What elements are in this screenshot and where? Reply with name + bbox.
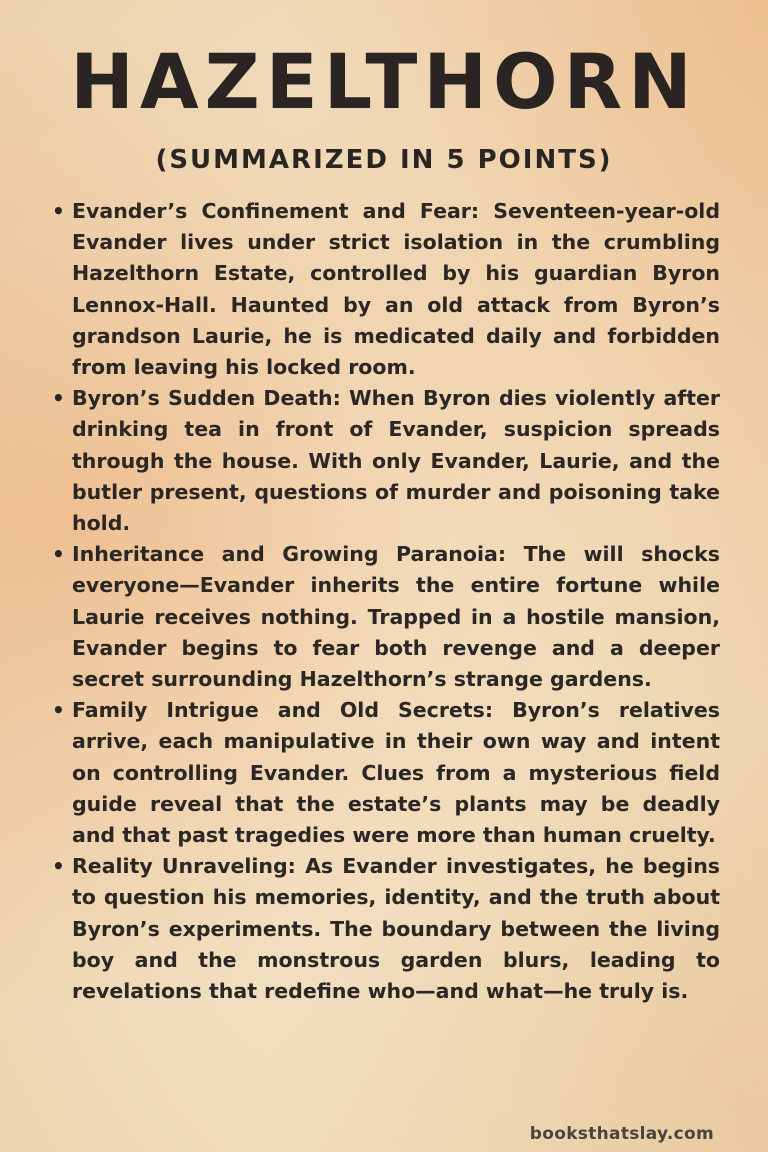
- summary-point-5: [48, 851, 720, 1007]
- summary-point-1: [48, 196, 720, 383]
- website-link[interactable]: booksthatslay.com: [529, 1124, 714, 1144]
- point-text: Seventeen-year-old Evander lives under strict isolation in the crumbling Hazelthorn Estate, controlled by his guardian Byron Lennox-Hall. Haunted by an old attack from Byron’s grandson Laurie, he is medicated daily and forbidden from leaving his locked room.: [72, 199, 721, 380]
- point-heading: Inheritance and Growing Paranoia:: [72, 542, 507, 567]
- point-text: As Evander investigates, he begins to question his memories, identity, and the truth about Byron’s experiments. The boundary between the living boy and the monstrous garden blurs, leading to revelations that redefine who—and what—he truly is.: [72, 854, 720, 1004]
- summary-point-4: [48, 695, 720, 851]
- bullet-icon: •: [52, 199, 65, 223]
- page-title: HAZELTHORN: [70, 37, 698, 126]
- point-heading: Family Intrigue and Old Secrets:: [72, 698, 494, 723]
- bullet-icon: •: [52, 542, 65, 567]
- point-heading: Evander’s Confinement and Fear:: [72, 199, 480, 223]
- summary-point-2: [48, 383, 720, 539]
- summary-point-3: [48, 539, 720, 695]
- point-text: When Byron dies violently after drinking tea in front of Evander, suspicion spreads through the house. With only Evander, Laurie, and the butler present, questions of murder and poisoning take hold.: [72, 386, 721, 536]
- point-text: The will shocks everyone—Evander inherits the entire fortune while Laurie receives nothing. Trapped in a hostile mansion, Evander begins to fear both revenge and a deeper secret surrounding Hazelthorn’s strange gardens.: [72, 542, 720, 692]
- summary-points-list: [48, 196, 720, 1007]
- bullet-icon: •: [52, 854, 65, 879]
- point-heading: Reality Unraveling:: [72, 854, 296, 879]
- page-subtitle: (SUMMARIZED IN 5 POINTS): [155, 145, 613, 175]
- bullet-icon: •: [52, 386, 65, 411]
- point-heading: Byron’s Sudden Death:: [72, 386, 341, 411]
- point-text: Byron’s relatives arrive, each manipulative in their own way and intent on controlling Evander. Clues from a mysterious field guide reveal that the estate’s plants may be deadly and that past tragedies were more than human cruelty.: [72, 698, 721, 848]
- bullet-icon: •: [52, 698, 65, 723]
